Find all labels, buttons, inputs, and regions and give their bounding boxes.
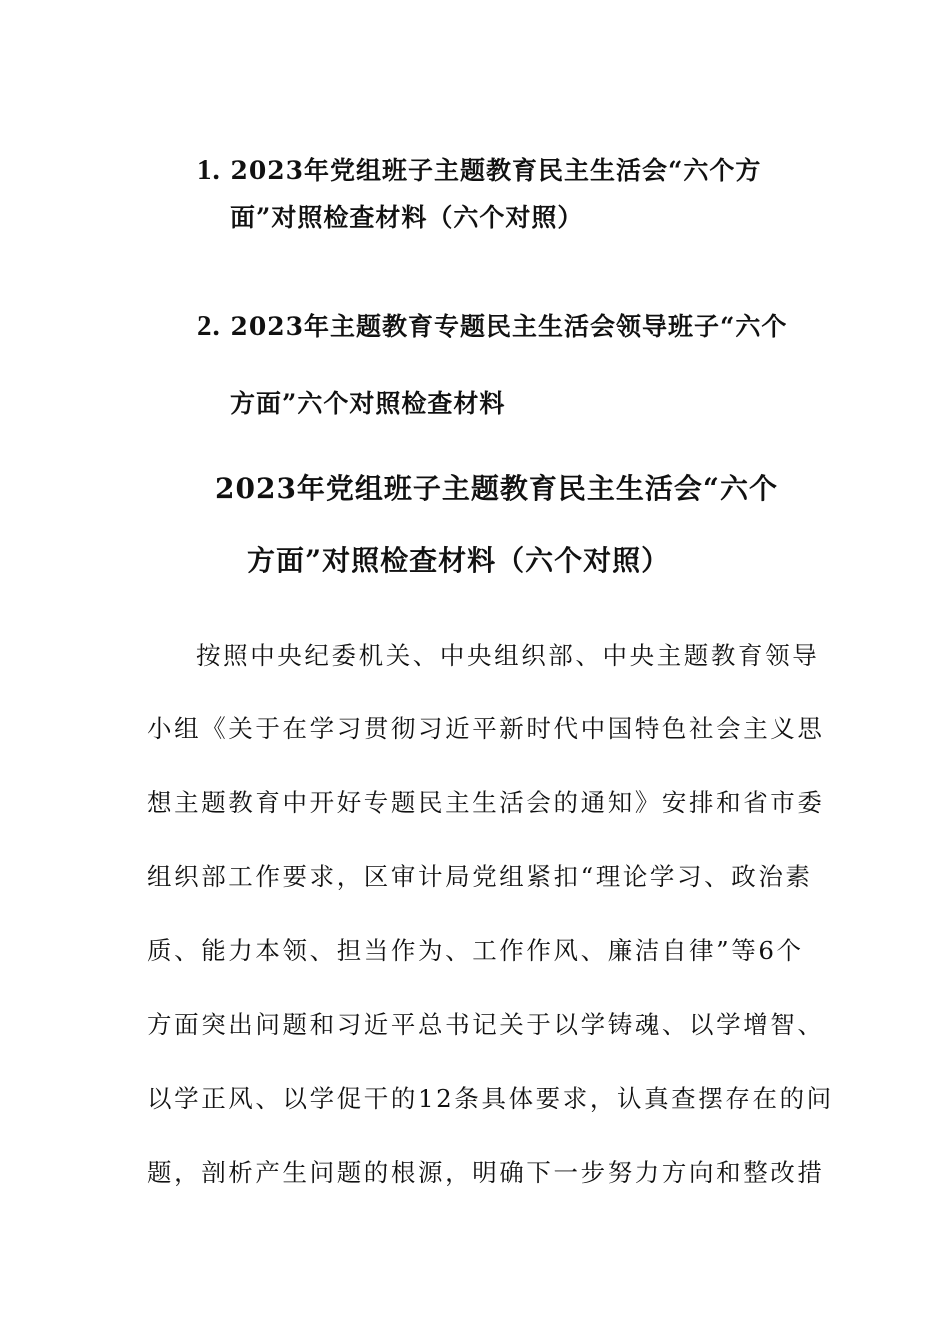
body-line-1: 按照中央纪委机关、中央组织部、中央主题教育领导: [196, 641, 820, 670]
body-line-6: 方面突出问题和习近平总书记关于以学铸魂、以学增智、: [147, 1010, 825, 1039]
title-line-2: 方面”对照检查材料（六个对照）: [247, 544, 671, 577]
body-line-5: 质、能力本领、担当作为、工作作风、廉洁自律”等6个: [147, 936, 804, 965]
toc-item-1-text: 2023年党组班子主题教育民主生活会“六个方: [230, 156, 762, 185]
body-line-2: 小组《关于在学习贯彻习近平新时代中国特色社会主义思: [147, 714, 825, 743]
body-line-3: 想主题教育中开好专题民主生活会的通知》安排和省市委: [147, 788, 825, 817]
toc-item-2-text: 2023年主题教育专题民主生活会领导班子“六个: [230, 312, 788, 341]
body-line-4: 组织部工作要求，区审计局党组紧扣“理论学习、政治素: [147, 862, 813, 891]
body-line-8: 题，剖析产生问题的根源，明确下一步努力方向和整改措: [147, 1158, 825, 1187]
toc-item-2-line-2: 方面”六个对照检查材料: [230, 389, 506, 418]
title-line-1: 2023年党组班子主题教育民主生活会“六个: [215, 472, 779, 505]
body-line-7: 以学正风、以学促干的12条具体要求，认真查摆存在的问: [147, 1084, 834, 1113]
toc-item-1-line-1: [197, 155, 761, 186]
toc-item-2-number: 2.: [197, 310, 221, 342]
toc-item-1-number: 1.: [197, 154, 221, 186]
toc-item-1-line-2: 面”对照检查材料（六个对照）: [230, 203, 584, 232]
toc-item-2-line-1: [197, 311, 787, 342]
